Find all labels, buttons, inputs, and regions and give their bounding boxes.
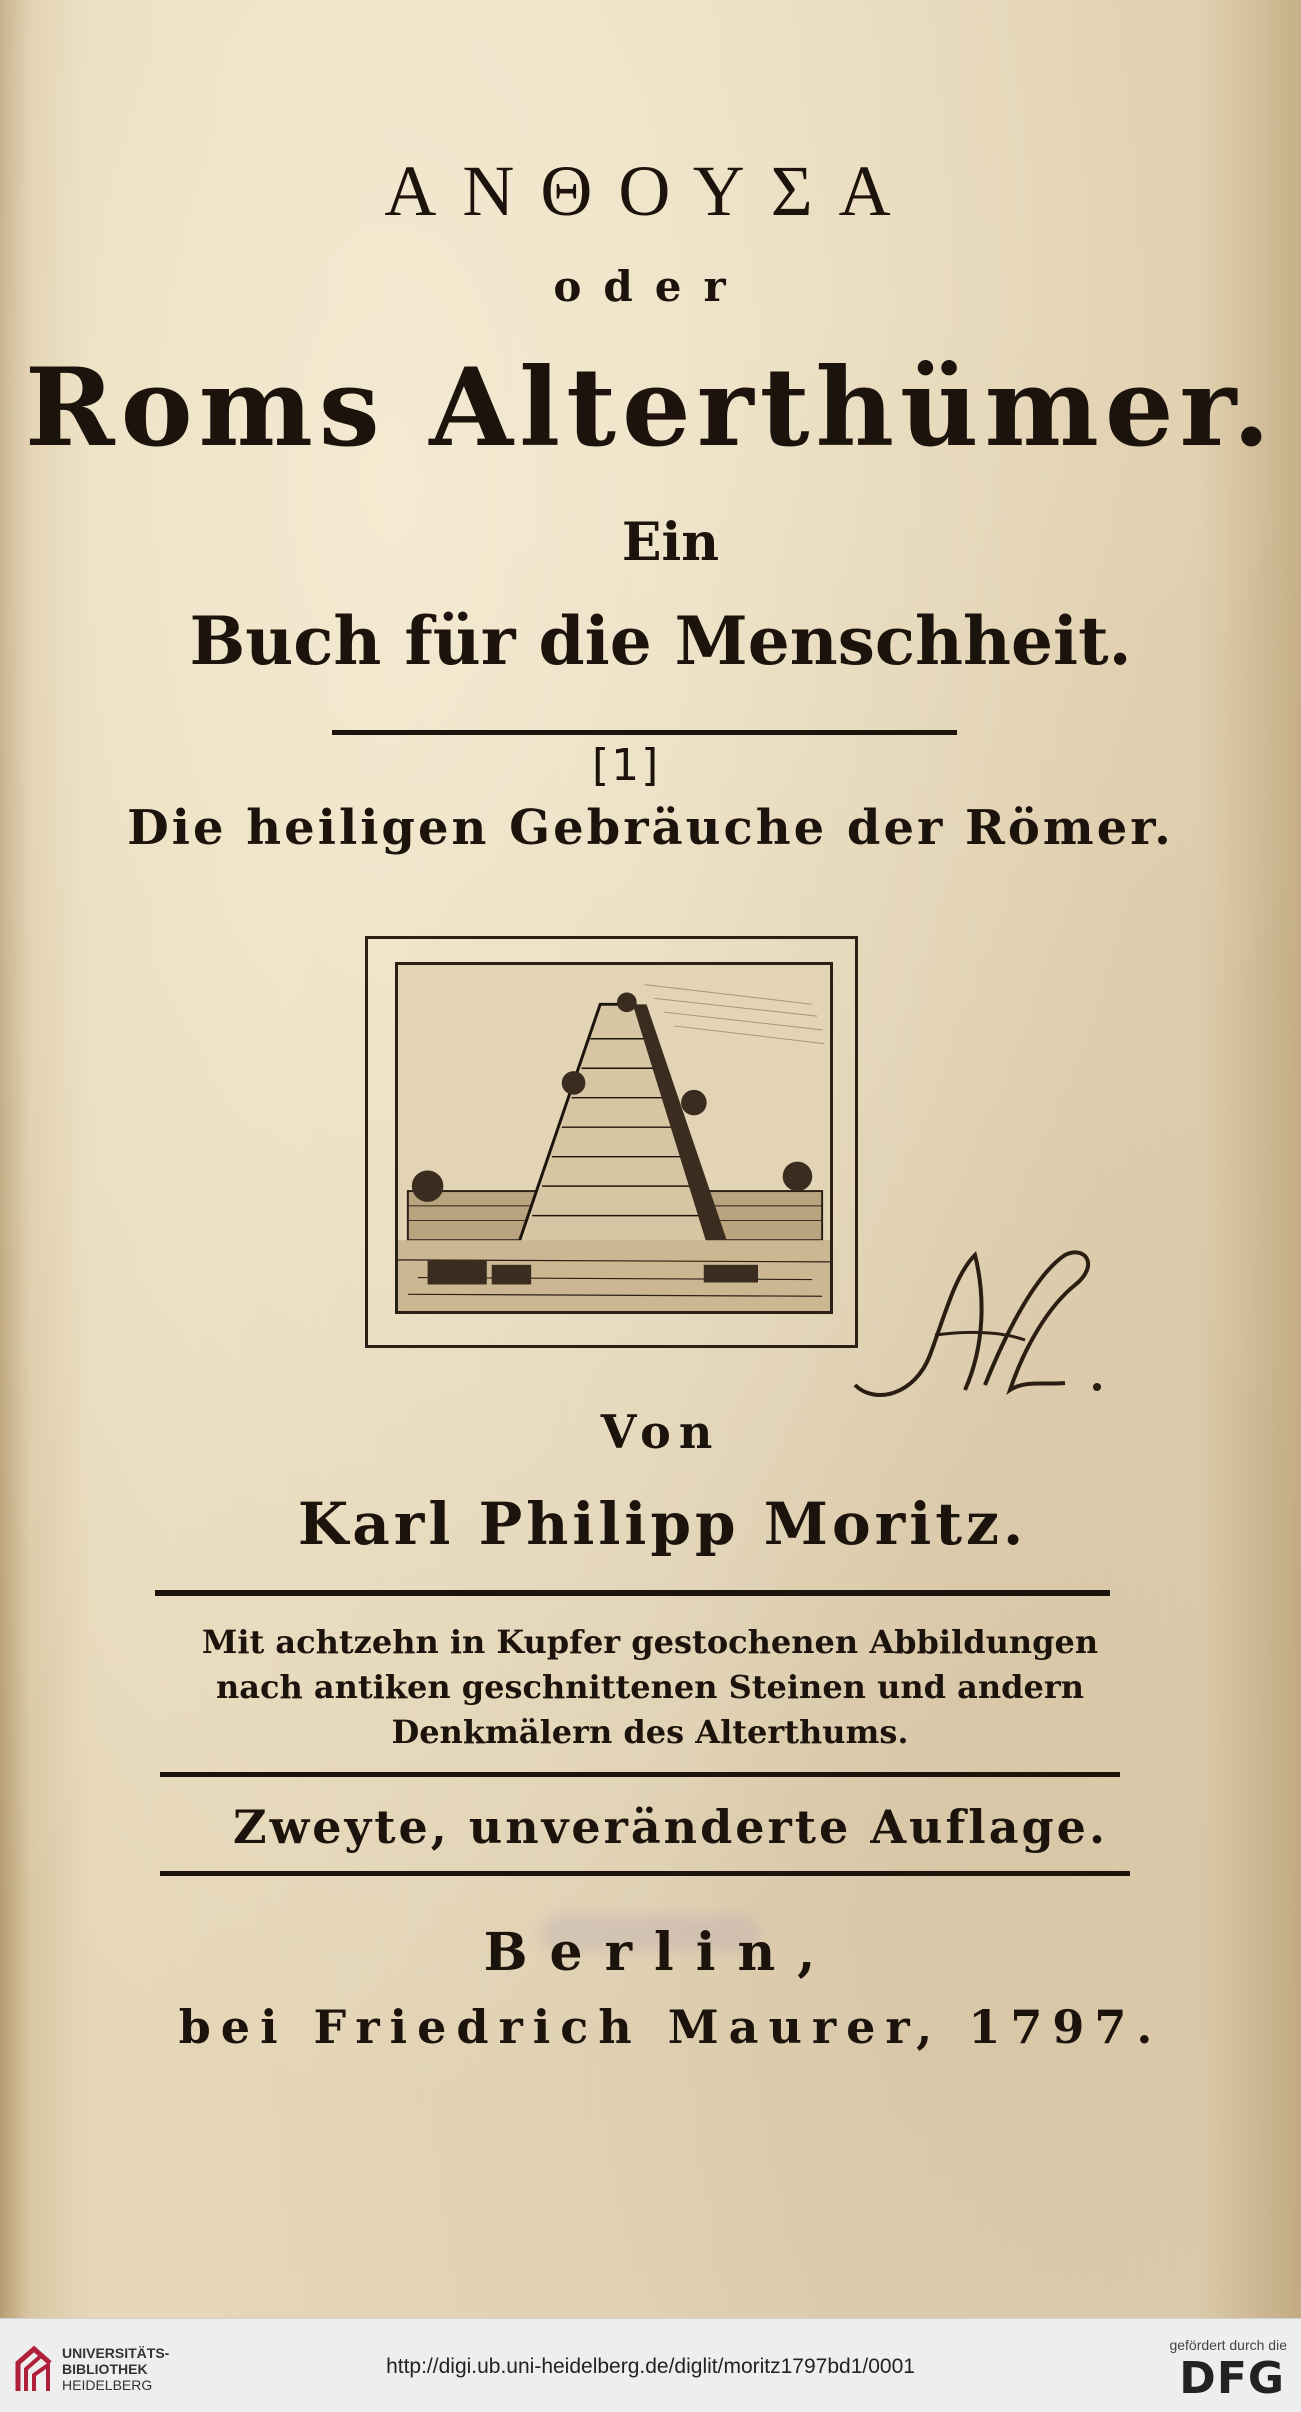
subtitle-line-2: Buch für die Menschheit. [189,602,1132,680]
divider-rule [332,730,957,735]
library-name-line: UNIVERSITÄTS- [62,2345,170,2361]
permalink-url[interactable]: http://digi.ub.uni-heidelberg.de/diglit/moritz1797bd1/0001 [386,2355,915,2378]
by-label: Von [600,1405,721,1459]
publisher-line: bei Friedrich Maurer, 1797. [178,2000,1163,2054]
page-marker: [1] [592,740,661,791]
main-title: Roms Alterthümer. [24,345,1277,471]
illustrations-note: Mit achtzehn in Kupfer gestochenen Abbildungen nach antiken geschnittenen Steinen und andern Denkmälern des Alterthums. [201,1623,1099,1751]
greek-title: ΑΝΘΟΥΣΑ [384,151,917,231]
divider-rule [160,1772,1120,1777]
handwritten-monogram-icon [835,1215,1115,1415]
library-name-line: BIBLIOTHEK [62,2361,148,2377]
edition-statement: Zweyte, unveränderte Auflage. [233,1800,1108,1854]
place-of-publication: Berlin, [483,1922,838,1983]
funded-by-label: gefördert durch die [1169,2337,1287,2353]
pyramid-vignette-image [395,962,833,1314]
author-name: Karl Philipp Moritz. [297,1490,1028,1558]
dfg-logo-icon[interactable]: DFG [1179,2353,1285,2404]
digitization-footer [0,2318,1301,2412]
subtitle-line-1: Ein [621,512,720,573]
section-title: Die heiligen Gebräuche der Römer. [127,800,1174,856]
pyramid-engraving-icon [398,965,830,1311]
library-name-line: HEIDELBERG [62,2377,153,2393]
divider-rule [155,1590,1110,1596]
divider-rule [160,1871,1130,1876]
connector-word: oder [553,262,748,311]
